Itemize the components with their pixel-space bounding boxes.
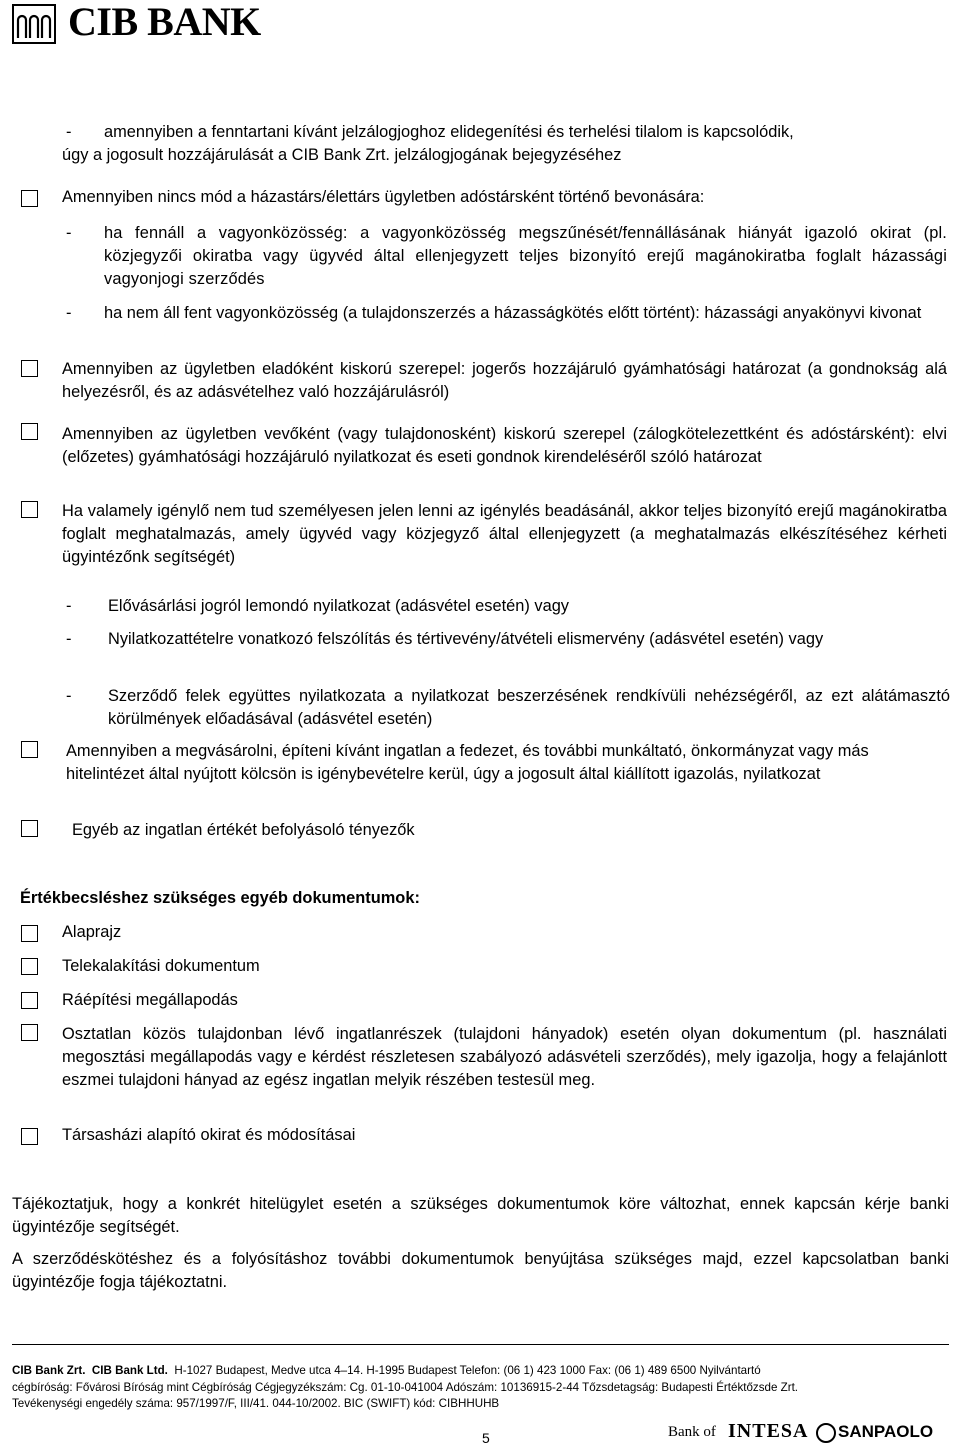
checklist-item-text: Alaprajz xyxy=(62,923,122,941)
dash-bullet: - xyxy=(66,687,72,705)
info-paragraph: A szerződéskötéshez és a folyósításhoz további dokumentumok benyújtása szükséges majd, ezzel kapcsolatban banki ügyintézője fogja tájékoztatni. xyxy=(12,1250,949,1291)
checklist-item-text: Társasházi alapító okirat és módosításai xyxy=(62,1126,356,1144)
page-number: 5 xyxy=(482,1430,490,1446)
intesa-sanpaolo-logo: Bank of INTESA SANPAOLO xyxy=(668,1420,934,1442)
checklist-item-text: Amennyiben a megvásárolni, építeni kívánt ingatlan a fedezet, és további munkáltató, önkormányzat vagy más hitelintézet által nyújtott kölcsön is igénybevételre kerül, úgy a jogosult által kiállított igazolás, nyilatkozat xyxy=(66,742,869,783)
checkbox[interactable] xyxy=(21,992,38,1009)
list-item: Elővásárlási jogról lemondó nyilatkozat (adásvétel esetén) vagy xyxy=(108,597,570,615)
checklist-item-text: Telekalakítási dokumentum xyxy=(62,957,260,975)
checklist-item-text: Amennyiben az ügyletben vevőként (vagy tulajdonosként) kiskorú szerepel (zálogkötelezettként és adóstársként): elvi (előzetes) gyámhatósági hozzájáruló nyilatkozat és eseti gondnok kirendeléséről szóló határozat xyxy=(62,425,947,466)
checklist-item-text: Egyéb az ingatlan értékét befolyásoló tényezők xyxy=(72,821,415,839)
checkbox[interactable] xyxy=(21,1128,38,1145)
checkbox[interactable] xyxy=(21,501,38,518)
logo-wordmark: CIB BANK xyxy=(68,0,261,44)
section-heading: Értékbecsléshez szükséges egyéb dokumentumok: xyxy=(20,889,420,907)
dash-bullet: - xyxy=(66,304,72,322)
list-item: ha nem áll fent vagyonközösség (a tulajdonszerzés a házasságkötés előtt történt): házassági anyakönyvi kivonat xyxy=(104,304,922,322)
dash-bullet: - xyxy=(66,123,72,141)
checkbox[interactable] xyxy=(21,1024,38,1041)
checkbox[interactable] xyxy=(21,741,38,758)
checkbox[interactable] xyxy=(21,958,38,975)
dash-bullet: - xyxy=(66,630,72,648)
checkbox[interactable] xyxy=(21,423,38,440)
sanpaolo-mark-icon xyxy=(816,1423,836,1443)
footer-line-1: CIB Bank Zrt. CIB Bank Ltd. H-1027 Budapest, Medve utca 4–14. H-1995 Budapest Telefon: (06 1) 423 1000 Fax: (06 1) 489 6500 Nyilvántartó xyxy=(12,1364,761,1377)
dash-bullet: - xyxy=(66,224,72,242)
checklist-item-text: Ha valamely igénylő nem tud személyesen jelen lenni az igénylés beadásánál, akkor teljes bizonyító erejű magánokiratba foglalt meghatalmazás, amely ügyvéd vagy közjegyző által ellenjegyzett (a meghatalmazás elkészítéséhez kérheti ügyintézőnk segítségét) xyxy=(62,502,947,566)
list-item: amennyiben a fenntartani kívánt jelzálogjoghoz elidegenítési és terhelési tilalom is kapcsolódik, úgy a jogosult hozzájárulását a CIB Bank Zrt. jelzálogjogának bejegyzéséhez xyxy=(62,123,794,164)
footer-address xyxy=(12,1363,798,1413)
footer-line-3: Tevékenységi engedély száma: 957/1997/F, III/41. 044-10/2002. BIC (SWIFT) kód: CIBHHUHB xyxy=(12,1397,500,1410)
bank-building-icon xyxy=(12,4,56,44)
checkbox[interactable] xyxy=(21,820,38,837)
dash-bullet: - xyxy=(66,597,72,615)
list-item: ha fennáll a vagyonközösség: a vagyonközösség megszűnését/fennállásának hiányát igazoló okirat (pl. közjegyzői okiratba vagy ügyvéd által ellenjegyzett teljes bizonyító erejű magánokiratba foglalt házassági vagyonjogi szerződés xyxy=(104,224,947,288)
checklist-item-text: Amennyiben az ügyletben eladóként kiskorú szerepel: jogerős hozzájáruló gyámhatósági határozat (a gondnokság alá helyezésről, és az adásvételhez való hozzájárulásról) xyxy=(62,360,947,401)
checkbox[interactable] xyxy=(21,925,38,942)
cib-bank-logo xyxy=(12,0,274,46)
checkbox[interactable] xyxy=(21,190,38,207)
checkbox[interactable] xyxy=(21,360,38,377)
list-item: Nyilatkozattételre vonatkozó felszólítás és tértivevény/átvételi elismervény (adásvétel esetén) vagy xyxy=(108,630,824,648)
footer-line-2: cégbíróság: Fővárosi Bíróság mint Cégbíróság Cégjegyzékszám: Cg. 01-10-041004 Adószám: 10136915-2-44 Tőzsdetagság: Budapesti Értéktőzsde Zrt. xyxy=(12,1380,799,1394)
checklist-item-text: Amennyiben nincs mód a házastárs/élettárs ügyletben adóstársként történő bevonására: xyxy=(62,188,705,206)
checklist-item-text: Osztatlan közös tulajdonban lévő ingatlanrészek (tulajdoni hányadok) esetén olyan dokumentum (pl. használati megosztási megállapodás vagy e kérdést részletesen szabályozó adásvételi szerződés), mely igazolja, hogy a felajánlott eszmei tulajdoni hányad az egész ingatlan melyik részében testesül meg. xyxy=(62,1025,947,1089)
info-paragraph: Tájékoztatjuk, hogy a konkrét hitelügylet esetén a szükséges dokumentumok köre változhat, ennek kapcsán kérje banki ügyintézője segítségét. xyxy=(12,1195,949,1236)
footer-divider xyxy=(12,1344,949,1345)
checklist-item-text: Ráépítési megállapodás xyxy=(62,991,238,1009)
list-item: Szerződő felek együttes nyilatkozata a nyilatkozat beszerzésének rendkívüli nehézségéről, az ezt alátámasztó körülmények előadásával (adásvétel esetén) xyxy=(108,687,950,728)
